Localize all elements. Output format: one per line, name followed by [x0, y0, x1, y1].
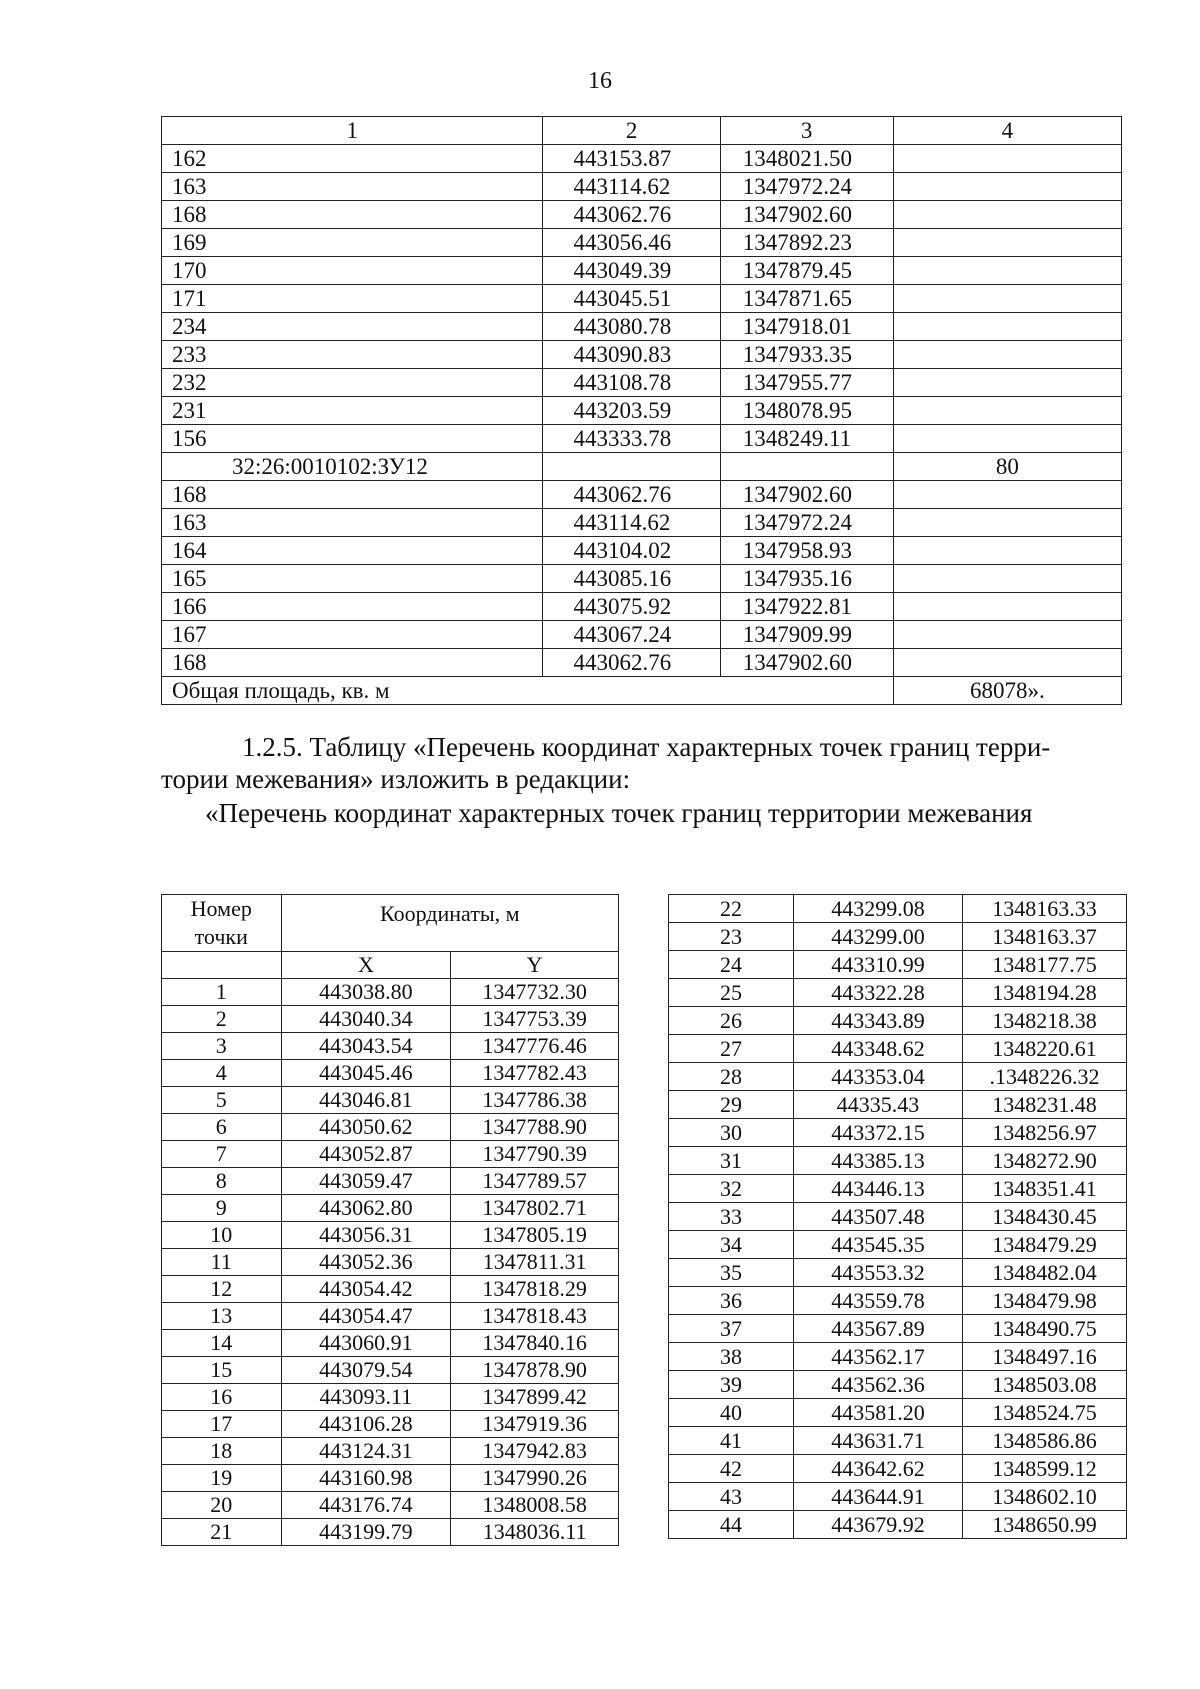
table-row	[669, 1035, 1127, 1063]
point-number: 17	[162, 1411, 282, 1438]
x-coordinate: 443446.13	[794, 1175, 963, 1203]
x-coordinate: 443553.32	[794, 1259, 963, 1287]
column-header-3: 3	[720, 117, 893, 145]
table-row	[162, 425, 1122, 453]
boundary-points-table	[161, 116, 1122, 705]
x-coordinate: 443085.16	[543, 565, 720, 593]
y-coordinate: 1347918.01	[720, 313, 893, 341]
y-coordinate: 1347782.43	[451, 1060, 619, 1087]
y-coordinate: 1347879.45	[720, 257, 893, 285]
empty-cell	[893, 509, 1121, 537]
table-row	[162, 1033, 619, 1060]
y-header: Y	[451, 952, 619, 979]
empty-cell	[720, 453, 893, 481]
x-coordinate: 443060.91	[281, 1330, 451, 1357]
y-coordinate: 1347972.24	[720, 173, 893, 201]
table-row	[162, 1249, 619, 1276]
table-row	[162, 1222, 619, 1249]
table-header-row	[162, 895, 619, 952]
x-coordinate: 443114.62	[543, 509, 720, 537]
total-area-value: 68078».	[893, 677, 1121, 705]
y-coordinate: 1348482.04	[963, 1259, 1127, 1287]
y-coordinate: 1347902.60	[720, 481, 893, 509]
x-coordinate: 443631.71	[794, 1427, 963, 1455]
x-coordinate: 443052.36	[281, 1249, 451, 1276]
point-number: 163	[162, 173, 543, 201]
table-subheader-row	[162, 952, 619, 979]
empty-cell	[543, 453, 720, 481]
y-coordinate: 1347840.16	[451, 1330, 619, 1357]
table-row	[669, 1203, 1127, 1231]
x-coordinate: 443203.59	[543, 397, 720, 425]
table-row	[162, 1411, 619, 1438]
point-number: 7	[162, 1141, 282, 1168]
y-coordinate: 1348078.95	[720, 397, 893, 425]
table-row	[162, 509, 1122, 537]
y-coordinate: 1347902.60	[720, 201, 893, 229]
point-number: 26	[669, 1007, 794, 1035]
empty-cell	[893, 201, 1121, 229]
y-coordinate: 1348008.58	[451, 1492, 619, 1519]
x-coordinate: 443644.91	[794, 1483, 963, 1511]
point-number: 1	[162, 979, 282, 1006]
empty-cell	[162, 952, 282, 979]
column-header-4: 4	[893, 117, 1121, 145]
y-coordinate: 1347972.24	[720, 509, 893, 537]
coordinates-header: Координаты, м	[281, 895, 618, 952]
table-row	[162, 593, 1122, 621]
point-number: 43	[669, 1483, 794, 1511]
x-coordinate: 443075.92	[543, 593, 720, 621]
x-coordinate: 443052.87	[281, 1141, 451, 1168]
y-coordinate: 1348650.99	[963, 1511, 1127, 1539]
x-coordinate: 443299.08	[794, 895, 963, 923]
x-coordinate: 443049.39	[543, 257, 720, 285]
table-row	[162, 979, 619, 1006]
y-coordinate: 1347818.43	[451, 1303, 619, 1330]
y-coordinate: 1347818.29	[451, 1276, 619, 1303]
y-coordinate: 1347789.57	[451, 1168, 619, 1195]
y-coordinate: 1347786.38	[451, 1087, 619, 1114]
x-coordinate: 443562.17	[794, 1343, 963, 1371]
y-coordinate: 1348163.37	[963, 923, 1127, 951]
total-row	[162, 677, 1122, 705]
table-row	[162, 397, 1122, 425]
x-coordinate: 443372.15	[794, 1119, 963, 1147]
table-row	[669, 1063, 1127, 1091]
table-row	[162, 257, 1122, 285]
x-coordinate: 443385.13	[794, 1147, 963, 1175]
table-row	[162, 229, 1122, 257]
x-coordinate: 443545.35	[794, 1231, 963, 1259]
y-coordinate: 1347732.30	[451, 979, 619, 1006]
point-number: 40	[669, 1399, 794, 1427]
point-number: 37	[669, 1315, 794, 1343]
point-number: 20	[162, 1492, 282, 1519]
point-number: 39	[669, 1371, 794, 1399]
table-row	[162, 1060, 619, 1087]
table-row	[162, 649, 1122, 677]
point-number: 156	[162, 425, 543, 453]
y-coordinate: 1347990.26	[451, 1465, 619, 1492]
x-coordinate: 443353.04	[794, 1063, 963, 1091]
point-number: 22	[669, 895, 794, 923]
y-coordinate: 1348249.11	[720, 425, 893, 453]
point-number: 32	[669, 1175, 794, 1203]
y-coordinate: 1348231.48	[963, 1091, 1127, 1119]
table-row	[162, 1141, 619, 1168]
column-header-1: 1	[162, 117, 543, 145]
empty-cell	[893, 397, 1121, 425]
table-row	[162, 1438, 619, 1465]
table-header-row	[162, 117, 1122, 145]
x-coordinate: 443160.98	[281, 1465, 451, 1492]
y-coordinate: 1348256.97	[963, 1119, 1127, 1147]
y-coordinate: 1347902.60	[720, 649, 893, 677]
table-row	[669, 1483, 1127, 1511]
point-number: 4	[162, 1060, 282, 1087]
table-row	[162, 565, 1122, 593]
y-coordinate: 1347805.19	[451, 1222, 619, 1249]
x-coordinate: 443093.11	[281, 1384, 451, 1411]
x-coordinate: 443104.02	[543, 537, 720, 565]
y-coordinate: 1347899.42	[451, 1384, 619, 1411]
empty-cell	[893, 145, 1121, 173]
x-coordinate: 443062.80	[281, 1195, 451, 1222]
point-number: 9	[162, 1195, 282, 1222]
x-coordinate: 443056.31	[281, 1222, 451, 1249]
x-coordinate: 443299.00	[794, 923, 963, 951]
y-coordinate: 1347776.46	[451, 1033, 619, 1060]
point-number: 16	[162, 1384, 282, 1411]
y-coordinate: 1347811.31	[451, 1249, 619, 1276]
y-coordinate: 1348220.61	[963, 1035, 1127, 1063]
point-number: 3	[162, 1033, 282, 1060]
point-number: 11	[162, 1249, 282, 1276]
point-number: 169	[162, 229, 543, 257]
page-number: 16	[588, 68, 612, 94]
x-coordinate: 443581.20	[794, 1399, 963, 1427]
x-coordinate: 443056.46	[543, 229, 720, 257]
table-row	[162, 1384, 619, 1411]
table-row	[162, 621, 1122, 649]
x-coordinate: 443067.24	[543, 621, 720, 649]
table-row	[669, 1091, 1127, 1119]
x-coordinate: 443038.80	[281, 979, 451, 1006]
point-number: 27	[669, 1035, 794, 1063]
x-coordinate: 443562.36	[794, 1371, 963, 1399]
y-coordinate: 1348479.29	[963, 1231, 1127, 1259]
table-row	[669, 1399, 1127, 1427]
column-header-2: 2	[543, 117, 720, 145]
x-coordinate: 443040.34	[281, 1006, 451, 1033]
y-coordinate: 1347958.93	[720, 537, 893, 565]
x-header: X	[281, 952, 451, 979]
table-row	[162, 1357, 619, 1384]
empty-cell	[893, 257, 1121, 285]
y-coordinate: 1347790.39	[451, 1141, 619, 1168]
point-number: 13	[162, 1303, 282, 1330]
x-coordinate: 443679.92	[794, 1511, 963, 1539]
point-number: 165	[162, 565, 543, 593]
point-number: 12	[162, 1276, 282, 1303]
table-row	[162, 1114, 619, 1141]
y-coordinate: 1348218.38	[963, 1007, 1127, 1035]
table-row	[669, 1119, 1127, 1147]
table-row	[162, 1330, 619, 1357]
empty-cell	[893, 537, 1121, 565]
point-number: 31	[669, 1147, 794, 1175]
table-row	[669, 1427, 1127, 1455]
empty-cell	[893, 565, 1121, 593]
point-number: 41	[669, 1427, 794, 1455]
y-coordinate: 1347802.71	[451, 1195, 619, 1222]
paragraph-1-2-5-line1: 1.2.5. Таблицу «Перечень координат характерных точек границ терри-	[242, 732, 1051, 762]
point-number: 6	[162, 1114, 282, 1141]
empty-cell	[893, 229, 1121, 257]
table-row	[669, 1343, 1127, 1371]
point-number: 163	[162, 509, 543, 537]
y-coordinate: 1347871.65	[720, 285, 893, 313]
table-row	[669, 1147, 1127, 1175]
table-row	[669, 1455, 1127, 1483]
empty-cell	[893, 285, 1121, 313]
empty-cell	[893, 593, 1121, 621]
x-coordinate: 443062.76	[543, 481, 720, 509]
y-coordinate: 1347955.77	[720, 369, 893, 397]
x-coordinate: 443108.78	[543, 369, 720, 397]
x-coordinate: 443080.78	[543, 313, 720, 341]
table-row	[669, 1007, 1127, 1035]
y-coordinate: 1348479.98	[963, 1287, 1127, 1315]
point-number: 34	[669, 1231, 794, 1259]
point-number: 166	[162, 593, 543, 621]
x-coordinate: 443567.89	[794, 1315, 963, 1343]
point-number: 167	[162, 621, 543, 649]
point-number: 25	[669, 979, 794, 1007]
table-row	[162, 481, 1122, 509]
point-number: 8	[162, 1168, 282, 1195]
x-coordinate: 443054.47	[281, 1303, 451, 1330]
point-number: 38	[669, 1343, 794, 1371]
parcel-row	[162, 453, 1122, 481]
point-number: 168	[162, 481, 543, 509]
table-row	[162, 1006, 619, 1033]
point-number: 33	[669, 1203, 794, 1231]
point-number: 35	[669, 1259, 794, 1287]
point-number: 15	[162, 1357, 282, 1384]
table-row	[669, 1175, 1127, 1203]
point-number: 23	[669, 923, 794, 951]
empty-cell	[893, 621, 1121, 649]
y-coordinate: 1348163.33	[963, 895, 1127, 923]
point-number: 234	[162, 313, 543, 341]
y-coordinate: 1348021.50	[720, 145, 893, 173]
point-number: 30	[669, 1119, 794, 1147]
table-row	[162, 1492, 619, 1519]
empty-cell	[893, 369, 1121, 397]
table-row	[669, 1315, 1127, 1343]
point-number: 2	[162, 1006, 282, 1033]
x-coordinate: 443106.28	[281, 1411, 451, 1438]
empty-cell	[893, 481, 1121, 509]
table-row	[162, 145, 1122, 173]
table-row	[162, 1276, 619, 1303]
y-coordinate: .1348226.32	[963, 1063, 1127, 1091]
x-coordinate: 443054.42	[281, 1276, 451, 1303]
table-row	[162, 1087, 619, 1114]
x-coordinate: 443507.48	[794, 1203, 963, 1231]
y-coordinate: 1348599.12	[963, 1455, 1127, 1483]
parcel-area: 80	[893, 453, 1121, 481]
x-coordinate: 443062.76	[543, 649, 720, 677]
x-coordinate: 443045.51	[543, 285, 720, 313]
point-number: 171	[162, 285, 543, 313]
x-coordinate: 443046.81	[281, 1087, 451, 1114]
x-coordinate: 443559.78	[794, 1287, 963, 1315]
y-coordinate: 1347942.83	[451, 1438, 619, 1465]
x-coordinate: 443079.54	[281, 1357, 451, 1384]
x-coordinate: 443153.87	[543, 145, 720, 173]
x-coordinate: 443310.99	[794, 951, 963, 979]
y-coordinate: 1347909.99	[720, 621, 893, 649]
point-number: 21	[162, 1519, 282, 1546]
table-row	[669, 895, 1127, 923]
x-coordinate: 443045.46	[281, 1060, 451, 1087]
y-coordinate: 1348490.75	[963, 1315, 1127, 1343]
x-coordinate: 443059.47	[281, 1168, 451, 1195]
point-number: 14	[162, 1330, 282, 1357]
y-coordinate: 1347788.90	[451, 1114, 619, 1141]
table-row	[162, 313, 1122, 341]
x-coordinate: 443043.54	[281, 1033, 451, 1060]
x-coordinate: 443176.74	[281, 1492, 451, 1519]
y-coordinate: 1348194.28	[963, 979, 1127, 1007]
y-coordinate: 1348602.10	[963, 1483, 1127, 1511]
point-number: 10	[162, 1222, 282, 1249]
point-number: 28	[669, 1063, 794, 1091]
point-number: 19	[162, 1465, 282, 1492]
point-number: 5	[162, 1087, 282, 1114]
y-coordinate: 1347922.81	[720, 593, 893, 621]
parcel-id: 32:26:0010102:ЗУ12	[162, 453, 543, 481]
point-number: 232	[162, 369, 543, 397]
y-coordinate: 1347753.39	[451, 1006, 619, 1033]
y-coordinate: 1348497.16	[963, 1343, 1127, 1371]
territory-coordinates-table-left	[161, 894, 619, 1546]
table-row	[162, 285, 1122, 313]
table-row	[669, 1259, 1127, 1287]
x-coordinate: 443090.83	[543, 341, 720, 369]
table-row	[669, 1231, 1127, 1259]
point-number: 18	[162, 1438, 282, 1465]
table-row	[162, 1168, 619, 1195]
territory-coordinates-table-right	[668, 894, 1127, 1539]
x-coordinate: 443114.62	[543, 173, 720, 201]
point-number: 168	[162, 649, 543, 677]
table-row	[669, 1371, 1127, 1399]
point-number: 168	[162, 201, 543, 229]
point-number: 36	[669, 1287, 794, 1315]
x-coordinate: 443062.76	[543, 201, 720, 229]
y-coordinate: 1348524.75	[963, 1399, 1127, 1427]
point-number: 29	[669, 1091, 794, 1119]
table-title: «Перечень координат характерных точек границ территории межевания	[205, 798, 1033, 828]
x-coordinate: 443322.28	[794, 979, 963, 1007]
table-row	[669, 1287, 1127, 1315]
y-coordinate: 1348430.45	[963, 1203, 1127, 1231]
x-coordinate: 443333.78	[543, 425, 720, 453]
y-coordinate: 1348586.86	[963, 1427, 1127, 1455]
table-row	[669, 951, 1127, 979]
table-row	[669, 1511, 1127, 1539]
x-coordinate: 443642.62	[794, 1455, 963, 1483]
point-number-header: Номер точки	[162, 895, 282, 952]
empty-cell	[893, 425, 1121, 453]
y-coordinate: 1348177.75	[963, 951, 1127, 979]
table-row	[162, 341, 1122, 369]
empty-cell	[893, 649, 1121, 677]
table-row	[669, 923, 1127, 951]
y-coordinate: 1348503.08	[963, 1371, 1127, 1399]
point-number: 170	[162, 257, 543, 285]
table-row	[162, 369, 1122, 397]
point-number: 162	[162, 145, 543, 173]
table-row	[162, 1465, 619, 1492]
table-row	[162, 201, 1122, 229]
x-coordinate: 443348.62	[794, 1035, 963, 1063]
point-number: 231	[162, 397, 543, 425]
empty-cell	[893, 341, 1121, 369]
paragraph-1-2-5-line2: тории межевания» изложить в редакции:	[161, 764, 631, 794]
y-coordinate: 1348036.11	[451, 1519, 619, 1546]
table-row	[162, 537, 1122, 565]
y-coordinate: 1347892.23	[720, 229, 893, 257]
table-row	[669, 979, 1127, 1007]
x-coordinate: 443343.89	[794, 1007, 963, 1035]
y-coordinate: 1348272.90	[963, 1147, 1127, 1175]
point-number: 44	[669, 1511, 794, 1539]
table-row	[162, 173, 1122, 201]
table-row	[162, 1195, 619, 1222]
point-number: 42	[669, 1455, 794, 1483]
empty-cell	[893, 313, 1121, 341]
table-row	[162, 1519, 619, 1546]
table-row	[162, 1303, 619, 1330]
y-coordinate: 1348351.41	[963, 1175, 1127, 1203]
point-number: 24	[669, 951, 794, 979]
empty-cell	[893, 173, 1121, 201]
y-coordinate: 1347933.35	[720, 341, 893, 369]
x-coordinate: 443199.79	[281, 1519, 451, 1546]
x-coordinate: 443050.62	[281, 1114, 451, 1141]
y-coordinate: 1347935.16	[720, 565, 893, 593]
y-coordinate: 1347919.36	[451, 1411, 619, 1438]
x-coordinate: 44335.43	[794, 1091, 963, 1119]
y-coordinate: 1347878.90	[451, 1357, 619, 1384]
point-number: 164	[162, 537, 543, 565]
total-area-label: Общая площадь, кв. м	[162, 677, 894, 705]
point-number: 233	[162, 341, 543, 369]
x-coordinate: 443124.31	[281, 1438, 451, 1465]
